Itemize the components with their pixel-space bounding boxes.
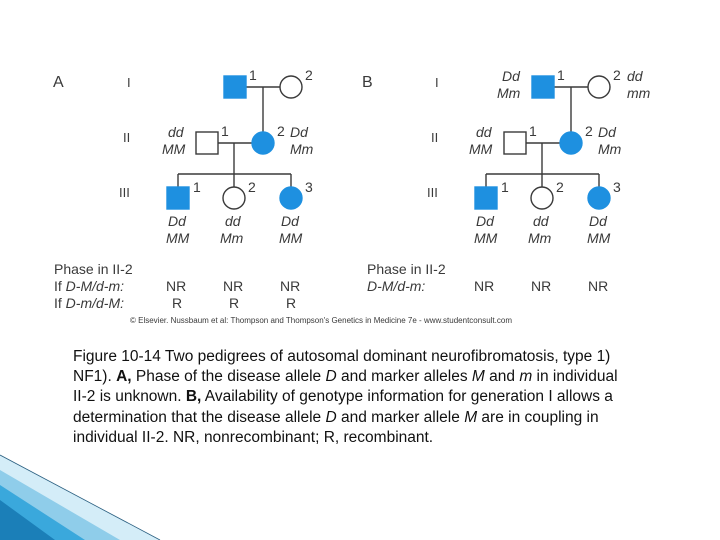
pedigree-panel-a <box>53 67 314 311</box>
genotype-line: Dd <box>589 213 607 229</box>
individual-number: 1 <box>529 123 537 139</box>
genotype-i1 <box>497 68 521 101</box>
genotype-ii1 <box>162 124 186 157</box>
individual-i1-affected-male <box>224 76 246 98</box>
individual-iii2-unaffected-female <box>223 187 245 209</box>
caption-allele: D <box>325 408 337 426</box>
individual-ii1-unaffected-male <box>196 132 218 154</box>
panel-label-b: B <box>362 74 373 91</box>
individual-number: 1 <box>557 67 565 83</box>
phase-value: R <box>286 295 297 311</box>
genotype-line: Dd <box>598 124 616 140</box>
genotype-line: Dd <box>502 68 520 84</box>
phase-title: Phase in II-2 <box>54 261 133 277</box>
genotype-line: dd <box>225 213 241 229</box>
generation-label-ii: II <box>123 130 131 145</box>
individual-number: 3 <box>305 179 313 195</box>
genotype-line: MM <box>587 230 611 246</box>
phase-value: NR <box>280 278 301 294</box>
genotype-line: dd <box>168 124 184 140</box>
individual-number: 1 <box>249 67 257 83</box>
genotype-line: Dd <box>281 213 299 229</box>
phase-row1-label: D-M/d-m: <box>367 278 426 294</box>
genotype-line: Dd <box>290 124 308 140</box>
caption-text: and marker allele <box>336 408 465 426</box>
caption-text: Availability of genotype information for generation I allows a determination that the disease allele <box>73 388 613 426</box>
individual-number: 2 <box>248 179 256 195</box>
genotype-line: MM <box>474 230 498 246</box>
genotype-line: MM <box>166 230 190 246</box>
individual-i1-affected-male <box>532 76 554 98</box>
genotype-ii2 <box>598 124 622 157</box>
genotype-iii3 <box>279 213 303 246</box>
individual-iii1-affected-male <box>475 187 497 209</box>
caption-text: Phase of the disease allele <box>131 368 326 386</box>
copyright-notice: © Elsevier. Nussbaum et al: Thompson and Thompson's Genetics in Medicine 7e - www.studentconsult.com <box>130 316 512 325</box>
generation-label-i: I <box>435 75 439 90</box>
caption-text: are in coupling in individual II-2. NR, nonrecombinant; R, recombinant. <box>73 408 599 446</box>
individual-number: 2 <box>613 67 621 83</box>
individual-number: 1 <box>193 179 201 195</box>
genotype-iii1 <box>474 213 498 246</box>
corner-decoration <box>0 455 160 540</box>
individual-ii2-affected-female <box>252 132 274 154</box>
caption-text: and marker alleles <box>336 368 472 386</box>
caption-allele: M <box>471 368 485 386</box>
caption-text: Figure 10-14 Two pedigrees of autosomal dominant neurofibromatosis, type 1) NF1). <box>73 348 611 386</box>
genotype-line: Dd <box>168 213 186 229</box>
phase-title: Phase in II-2 <box>367 261 446 277</box>
genotype-line: dd <box>627 68 643 84</box>
individual-i2-unaffected-female <box>280 76 302 98</box>
generation-label-ii: II <box>431 130 439 145</box>
individual-number: 2 <box>305 67 313 83</box>
individual-i2-unaffected-female <box>588 76 610 98</box>
genotype-i2 <box>627 68 651 101</box>
genotype-line: dd <box>476 124 492 140</box>
genotype-line: Mm <box>528 230 552 246</box>
panel-label-a: A <box>53 74 64 91</box>
individual-number: 1 <box>221 123 229 139</box>
genotype-line: mm <box>627 85 651 101</box>
individual-iii3-affected-female <box>588 187 610 209</box>
genotype-iii1 <box>166 213 190 246</box>
phase-value: NR <box>588 278 609 294</box>
genotype-line: Mm <box>220 230 244 246</box>
genotype-line: Mm <box>290 141 314 157</box>
genotype-line: MM <box>162 141 186 157</box>
figure-caption <box>73 347 633 448</box>
phase-value: R <box>172 295 183 311</box>
phase-value: NR <box>531 278 552 294</box>
individual-ii1-unaffected-male <box>504 132 526 154</box>
pedigree-panel-b <box>362 67 651 294</box>
genotype-line: dd <box>533 213 549 229</box>
caption-panel-a-label: A, <box>116 368 132 386</box>
phase-value: NR <box>474 278 495 294</box>
phase-row1-label: If D-M/d-m: <box>54 278 124 294</box>
individual-number: 3 <box>613 179 621 195</box>
individual-iii2-unaffected-female <box>531 187 553 209</box>
genotype-line: MM <box>469 141 493 157</box>
genotype-line: MM <box>279 230 303 246</box>
genotype-iii2 <box>528 213 552 246</box>
genotype-line: Mm <box>598 141 622 157</box>
generation-label-iii: III <box>119 185 130 200</box>
caption-panel-b-label: B, <box>185 388 202 406</box>
caption-text: and <box>484 368 520 386</box>
genotype-iii3 <box>587 213 611 246</box>
caption-allele: M <box>464 408 478 426</box>
genotype-ii2 <box>290 124 314 157</box>
genotype-line: Dd <box>476 213 494 229</box>
individual-number: 2 <box>556 179 564 195</box>
caption-allele: m <box>519 368 533 386</box>
phase-value: R <box>229 295 240 311</box>
individual-iii1-affected-male <box>167 187 189 209</box>
individual-iii3-affected-female <box>280 187 302 209</box>
phase-value: NR <box>166 278 187 294</box>
genotype-line: Mm <box>497 85 521 101</box>
genotype-iii2 <box>220 213 244 246</box>
individual-number: 2 <box>585 123 593 139</box>
caption-text: in individual II-2 is unknown. <box>73 368 618 406</box>
individual-number: 2 <box>277 123 285 139</box>
caption-allele: D <box>325 368 337 386</box>
individual-ii2-affected-female <box>560 132 582 154</box>
individual-number: 1 <box>501 179 509 195</box>
phase-value: NR <box>223 278 244 294</box>
genotype-ii1 <box>469 124 493 157</box>
generation-label-iii: III <box>427 185 438 200</box>
phase-row2-label: If D-m/d-M: <box>54 295 124 311</box>
generation-label-i: I <box>127 75 131 90</box>
